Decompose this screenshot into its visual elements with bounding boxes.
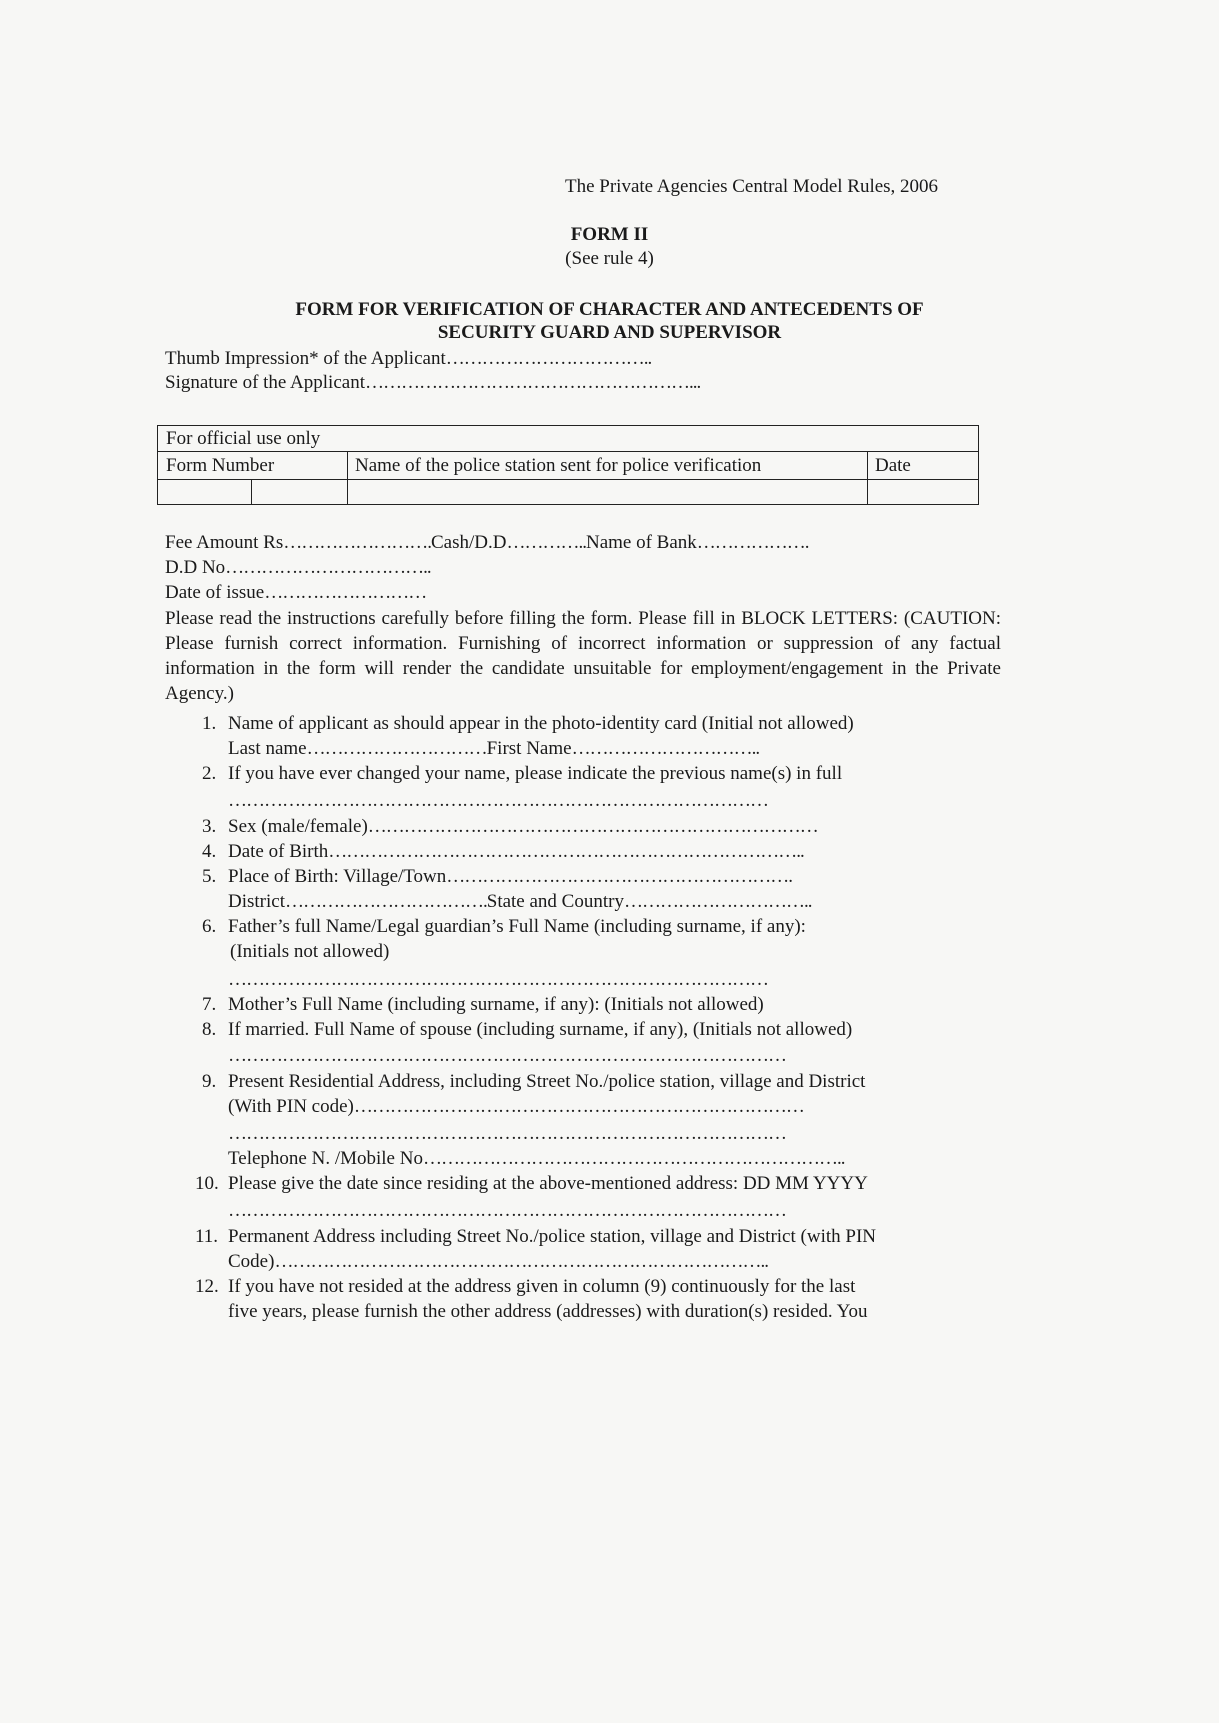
district-label: District [228,891,285,912]
item-5-district-field[interactable]: District…………………………….State and Country………………………….. [228,891,812,912]
thumb-impression-label: Thumb Impression* of the Applicant [165,348,446,369]
last-name-label: Last name [228,738,307,759]
item-6-number: 6. [202,916,217,937]
first-name-label: First Name [486,738,572,759]
item-11-number: 11. [195,1226,219,1247]
item-5-number: 5. [202,866,217,887]
item-2-number: 2. [202,763,217,784]
item-4-text: Date of Birth [228,841,329,862]
official-use-header-row [158,452,978,480]
state-country-label: State and Country [486,891,624,912]
item-6-note: (Initials not allowed) [230,941,390,962]
fee-amount-label: Fee Amount Rs [165,532,284,553]
item-9-pin-field[interactable]: (With PIN code)………………………………………………………………… [228,1096,804,1117]
item-5-field[interactable]: Place of Birth: Village/Town…………………………………………………. [228,866,793,887]
dd-no-label: D.D No [165,557,226,578]
date-of-issue-label: Date of issue [165,582,265,603]
item-10-fill-line[interactable]: ………………………………………………………………………………… [228,1200,786,1221]
col-date: Date [875,455,911,476]
item-4-number: 4. [202,841,217,862]
item-11-text: Permanent Address including Street No./police station, village and District (with PIN [228,1226,876,1247]
thumb-impression-field[interactable]: Thumb Impression* of the Applicant…………………………….. [165,348,652,369]
item-11-code-field[interactable]: Code)……………………………………………………………………….. [228,1251,768,1272]
item-3-text: Sex (male/female) [228,816,368,837]
form-number: FORM II [570,224,649,245]
item-8-text: If married. Full Name of spouse (including surname, if any), (Initials not allowed) [228,1019,853,1040]
item-8-fill-line[interactable]: ………………………………………………………………………………… [228,1045,786,1066]
item-5-text: Place of Birth: Village/Town [228,866,447,887]
col-police-station: Name of the police station sent for police verification [355,455,762,476]
form-title-line2: SECURITY GUARD AND SUPERVISOR [437,322,782,343]
item-9-text: Present Residential Address, including Street No./police station, village and District [228,1071,866,1092]
official-use-table [157,425,979,505]
item-11-code-label: Code) [228,1251,275,1272]
item-1-text: Name of applicant as should appear in the photo-identity card (Initial not allowed) [228,713,854,734]
signature-label: Signature of the Applicant [165,372,365,393]
item-10-number: 10. [195,1173,219,1194]
item-9-fill-line[interactable]: ………………………………………………………………………………… [228,1123,786,1144]
official-use-entry-row[interactable] [158,480,978,504]
item-12-text-line1: If you have not resided at the address given in column (9) continuously for the last [228,1276,856,1297]
item-3-number: 3. [202,816,217,837]
col-form-number: Form Number [166,455,275,476]
phone-label: Telephone N. /Mobile No [228,1148,423,1169]
date-of-issue-field[interactable]: Date of issue……………………… [165,582,427,603]
item-10-text: Please give the date since residing at the above-mentioned address: DD MM YYYY [228,1173,868,1194]
item-9-phone-field[interactable]: Telephone N. /Mobile No…………………………………………………………….. [228,1148,845,1169]
item-7-text[interactable]: Mother’s Full Name (including surname, if any): (Initials not allowed) [228,994,764,1015]
form-title-line1: FORM FOR VERIFICATION OF CHARACTER AND ANTECEDENTS OF [295,299,924,320]
item-6-fill-line[interactable]: ……………………………………………………………………………… [228,969,768,990]
item-1-number: 1. [202,713,217,734]
item-9-pin-label: (With PIN code) [228,1096,354,1117]
item-9-number: 9. [202,1071,217,1092]
item-6-text: Father’s full Name/Legal guardian’s Full Name (including surname, if any): [228,916,806,937]
item-1-name-fields[interactable]: Last name…………………………First Name………………………….. [228,738,760,759]
official-use-caption: For official use only [166,428,321,449]
see-rule: (See rule 4) [565,248,654,269]
item-3-field[interactable]: Sex (male/female)………………………………………………………………… [228,816,818,837]
item-2-fill-line[interactable]: ……………………………………………………………………………… [228,790,768,811]
item-7-number: 7. [202,994,217,1015]
item-8-number: 8. [202,1019,217,1040]
cash-dd-label: Cash/D.D [430,532,507,553]
item-2-text: If you have ever changed your name, please indicate the previous name(s) in full [228,763,843,784]
rules-reference: The Private Agencies Central Model Rules, 2006 [565,176,939,197]
item-12-number: 12. [195,1276,219,1297]
instructions-paragraph: Please read the instructions carefully before filling the form. Please fill in BLOCK LETTERS: (CAUTION: Please furnish correct information. Furnishing of incorrect information or suppression of any factual information in the form will render the candidate unsuitable for employment/engagement in the Private Agency.) [165,608,1001,704]
bank-label: Name of Bank [585,532,697,553]
signature-field[interactable]: Signature of the Applicant………………………………………………... [165,372,701,393]
fee-row[interactable]: Fee Amount Rs…………………….Cash/D.D…………..Name of Bank………………. [165,532,809,553]
official-use-caption-row [158,426,978,452]
item-4-field[interactable]: Date of Birth…………………………………………………………………….. [228,841,804,862]
dd-no-field[interactable]: D.D No…………………………….. [165,557,431,578]
item-12-text-line2: five years, please furnish the other address (addresses) with duration(s) resided. You [228,1301,868,1322]
